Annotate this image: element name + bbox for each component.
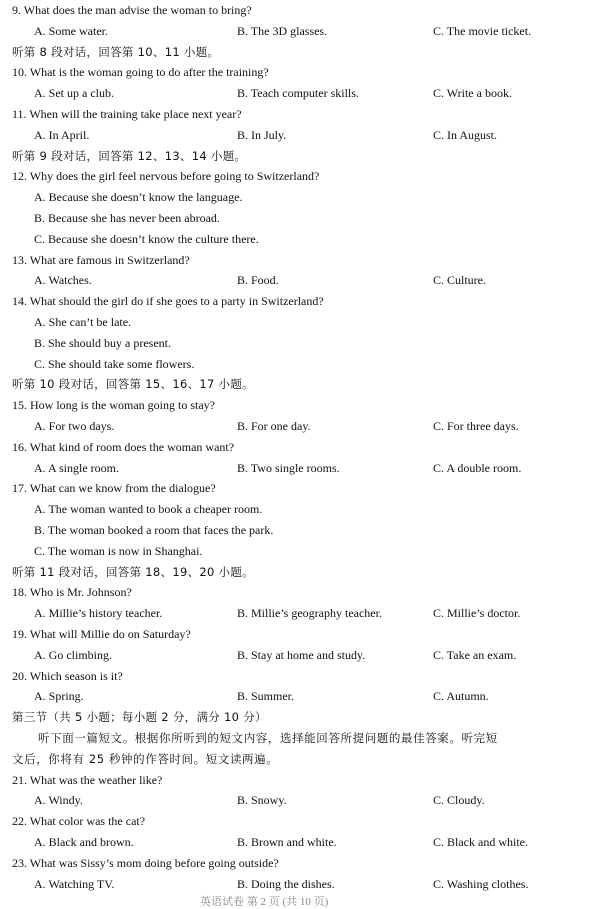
question-text: 17. What can we know from the dialogue? bbox=[12, 481, 216, 496]
answer-options-row bbox=[0, 125, 595, 146]
answer-option: C. She should take some flowers. bbox=[34, 356, 195, 371]
question-text: 9. What does the man advise the woman to bring? bbox=[12, 3, 252, 17]
question-text: 11. When will the training take place next year? bbox=[12, 107, 242, 121]
option-c: C. Washing clothes. bbox=[433, 876, 529, 891]
answer-options-row bbox=[0, 790, 595, 811]
option-c: C. Write a book. bbox=[433, 86, 512, 101]
option-b: B. Stay at home and study. bbox=[237, 647, 366, 662]
option-b: B. Summer. bbox=[237, 689, 295, 704]
option-a: A. Millie’s history teacher. bbox=[34, 606, 163, 621]
option-c: C. Take an exam. bbox=[433, 647, 517, 662]
question-text: 15. How long is the woman going to stay? bbox=[12, 398, 215, 413]
option-a: A. Go climbing. bbox=[34, 647, 112, 662]
option-a: A. Watches. bbox=[34, 273, 92, 288]
option-a: A. Watching TV. bbox=[34, 876, 115, 891]
option-a: A. Windy. bbox=[34, 793, 83, 808]
answer-options-row bbox=[0, 686, 595, 707]
option-a: A. Some water. bbox=[34, 23, 108, 38]
option-b: B. In July. bbox=[237, 127, 287, 142]
answer-option: A. The woman wanted to book a cheaper room. bbox=[34, 502, 263, 517]
section-heading: 听第 9 段对话，回答第 12、13、14 小题。 bbox=[12, 148, 247, 163]
answer-options-row bbox=[0, 874, 595, 895]
option-c: C. Black and white. bbox=[433, 835, 528, 849]
option-a: A. For two days. bbox=[34, 419, 115, 433]
answer-options-row bbox=[0, 83, 595, 104]
question-text: 21. What was the weather like? bbox=[12, 772, 163, 787]
option-c: C. Autumn. bbox=[433, 689, 489, 704]
question-text: 14. What should the girl do if she goes to a party in Switzerland? bbox=[12, 294, 324, 309]
section-heading: 第三节（共 5 小题；每小题 2 分，满分 10 分） bbox=[12, 710, 267, 725]
instruction-paragraph: 文后，你将有 25 秒钟的作答时间。短文读两遍。 bbox=[12, 751, 279, 766]
question-text: 13. What are famous in Switzerland? bbox=[12, 252, 190, 267]
section-heading: 听第 11 段对话，回答第 18、19、20 小题。 bbox=[12, 564, 254, 579]
option-b: B. For one day. bbox=[237, 419, 311, 433]
section-heading: 听第 10 段对话，回答第 15、16、17 小题。 bbox=[12, 377, 254, 392]
option-c: C. Culture. bbox=[433, 273, 486, 288]
option-c: C. The movie ticket. bbox=[433, 23, 532, 38]
answer-option: C. The woman is now in Shanghai. bbox=[34, 543, 203, 558]
question-text: 22. What color was the cat? bbox=[12, 814, 146, 829]
option-a: A. A single room. bbox=[34, 460, 120, 475]
answer-option: A. Because she doesn’t know the language. bbox=[34, 190, 243, 205]
option-c: C. For three days. bbox=[433, 419, 519, 433]
option-a: A. In April. bbox=[34, 127, 90, 142]
answer-option: B. The woman booked a room that faces the park. bbox=[34, 523, 274, 537]
answer-option: B. Because she has never been abroad. bbox=[34, 211, 220, 225]
answer-option: C. Because she doesn’t know the culture there. bbox=[34, 231, 259, 246]
option-b: B. Brown and white. bbox=[237, 835, 337, 849]
option-b: B. Two single rooms. bbox=[237, 460, 340, 475]
option-b: B. Teach computer skills. bbox=[237, 86, 359, 101]
question-text: 20. Which season is it? bbox=[12, 668, 123, 683]
option-b: B. Snowy. bbox=[237, 793, 287, 808]
question-text: 18. Who is Mr. Johnson? bbox=[12, 585, 132, 600]
question-text: 19. What will Millie do on Saturday? bbox=[12, 627, 191, 641]
answer-option: B. She should buy a present. bbox=[34, 335, 171, 350]
option-b: B. Millie’s geography teacher. bbox=[237, 606, 382, 621]
option-c: C. In August. bbox=[433, 127, 498, 142]
question-text: 12. Why does the girl feel nervous before going to Switzerland? bbox=[12, 169, 320, 184]
option-c: C. A double room. bbox=[433, 460, 522, 475]
answer-options-row bbox=[0, 458, 595, 479]
option-c: C. Cloudy. bbox=[433, 793, 485, 808]
option-a: A. Black and brown. bbox=[34, 835, 134, 849]
answer-options-row bbox=[0, 603, 595, 624]
answer-options-row bbox=[0, 21, 595, 42]
section-heading: 听第 8 段对话，回答第 10、11 小题。 bbox=[12, 44, 220, 59]
option-b: B. Food. bbox=[237, 273, 279, 288]
question-text: 10. What is the woman going to do after the training? bbox=[12, 65, 269, 80]
option-c: C. Millie’s doctor. bbox=[433, 606, 521, 621]
question-text: 16. What kind of room does the woman want? bbox=[12, 439, 235, 454]
option-b: B. Doing the dishes. bbox=[237, 876, 335, 891]
option-a: A. Spring. bbox=[34, 689, 84, 704]
answer-options-row bbox=[0, 645, 595, 666]
question-text: 23. What was Sissy’s mom doing before going outside? bbox=[12, 855, 279, 870]
page-footer: 英语试卷 第 2 页 (共 10 页) bbox=[200, 896, 329, 908]
answer-options-row bbox=[0, 416, 595, 437]
option-a: A. Set up a club. bbox=[34, 86, 114, 101]
instruction-paragraph: 听下面一篇短文。根据你所听到的短文内容，选择能回答所提问题的最佳答案。听完短 bbox=[38, 731, 498, 745]
option-b: B. The 3D glasses. bbox=[237, 23, 328, 38]
answer-options-row bbox=[0, 832, 595, 853]
answer-options-row bbox=[0, 270, 595, 291]
answer-option: A. She can’t be late. bbox=[34, 315, 132, 329]
